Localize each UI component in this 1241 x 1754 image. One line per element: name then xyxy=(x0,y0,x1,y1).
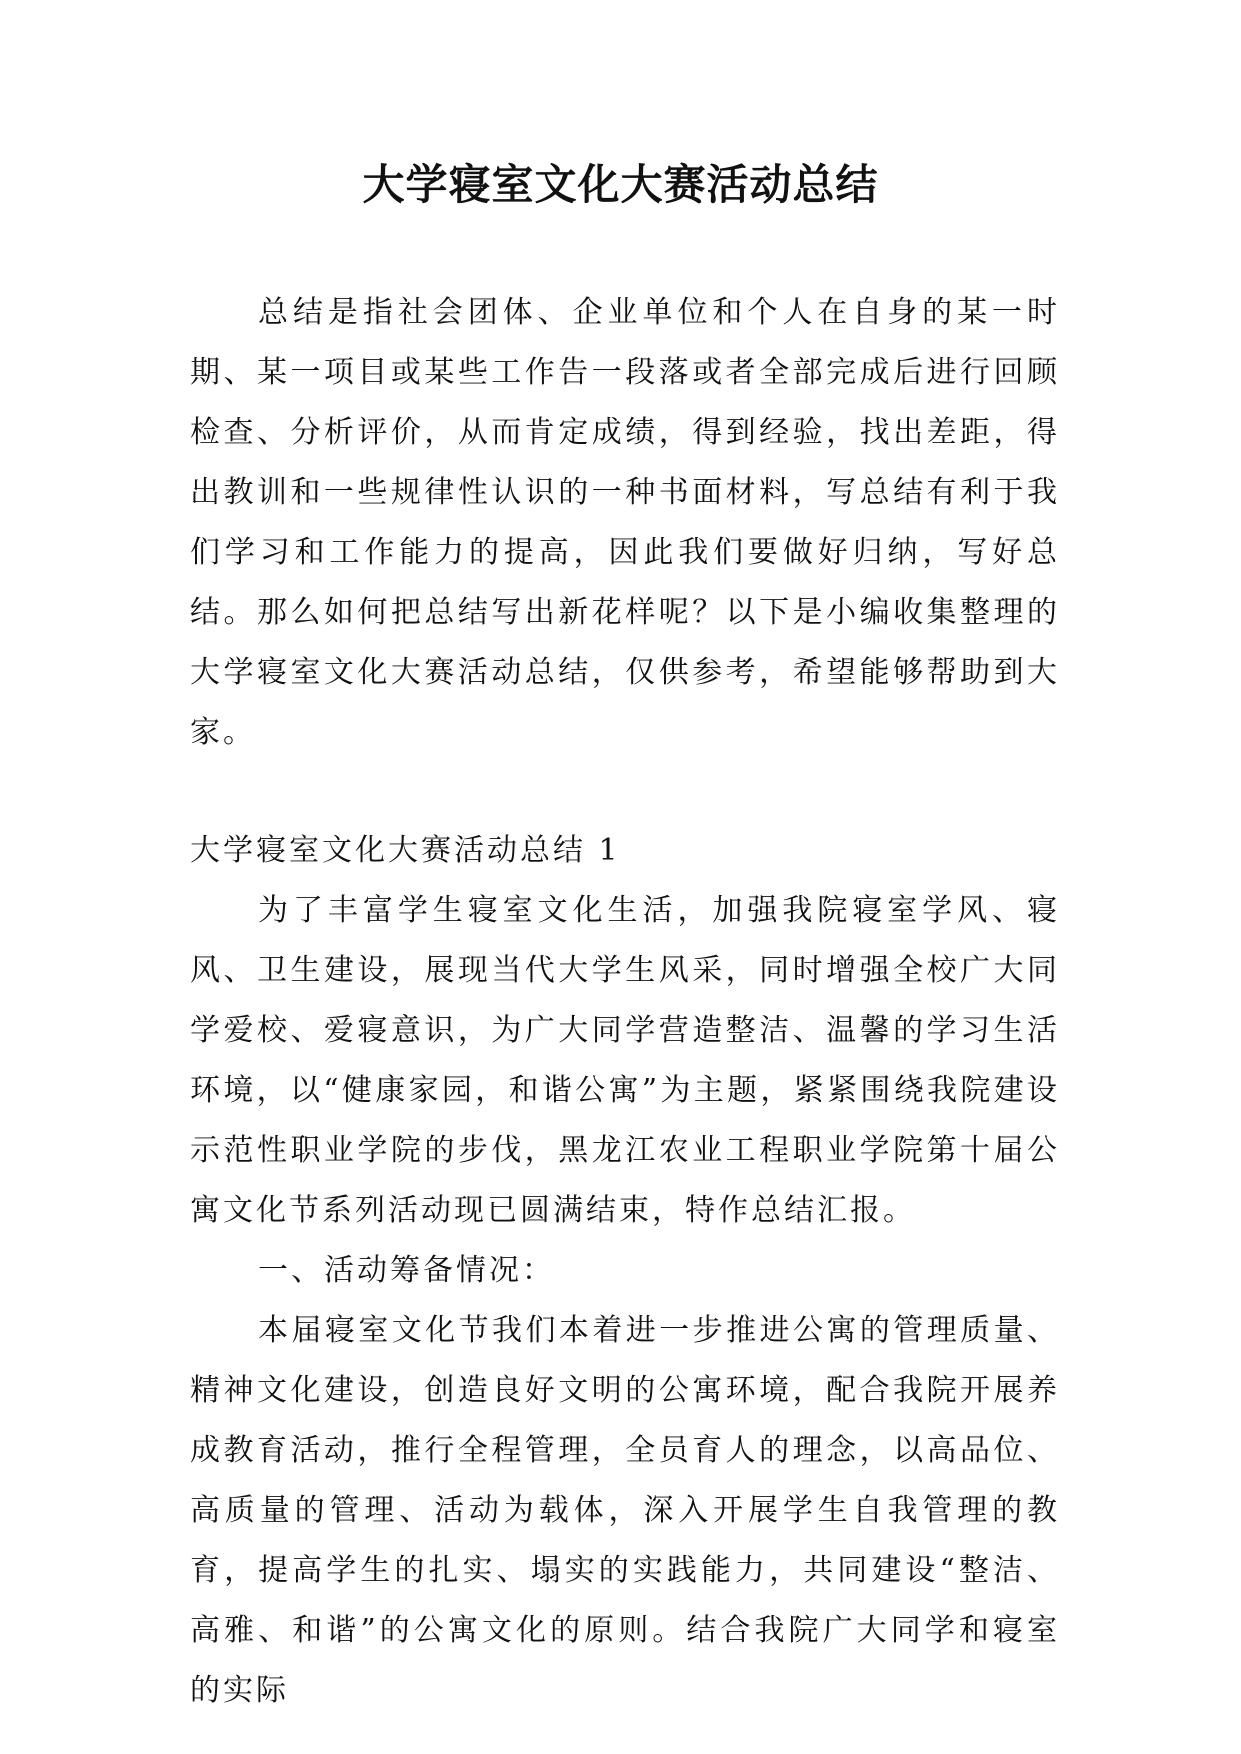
body-paragraph-2: 本届寝室文化节我们本着进一步推进公寓的管理质量、精神文化建设，创造良好文明的公寓环境，配合我院开展养成教育活动，推行全程管理，全员育人的理念，以高品位、高质量的管理、活动为载体，深入开展学生自我管理的教育，提高学生的扎实、塌实的实践能力，共同建设“整洁、高雅、和谐”的公寓文化的原则。结合我院广大同学和寝室的实际 xyxy=(190,1313,1060,1708)
document-body xyxy=(190,283,1060,1721)
section-heading: 大学寝室文化大赛活动总结 1 xyxy=(190,833,621,868)
body-paragraph-1: 为了丰富学生寝室文化生活，加强我院寝室学风、寝风、卫生建设，展现当代大学生风采，同时增强全校广大同学爱校、爱寝意识，为广大同学营造整洁、温馨的学习生活环境，以“健康家园，和谐公寓”为主题，紧紧围绕我院建设示范性职业学院的步伐，黑龙江农业工程职业学院第十届公寓文化节系列活动现已圆满结束，特作总结汇报。 xyxy=(190,893,1060,1228)
intro-paragraph: 总结是指社会团体、企业单位和个人在自身的某一时期、某一项目或某些工作告一段落或者全部完成后进行回顾检查、分析评价，从而肯定成绩，得到经验，找出差距，得出教训和一些规律性认识的一种书面材料，写总结有利于我们学习和工作能力的提高，因此我们要做好归纳，写好总结。那么如何把总结写出新花样呢？以下是小编收集整理的大学寝室文化大赛活动总结，仅供参考，希望能够帮助到大家。 xyxy=(190,295,1060,750)
subsection-heading: 一、活动筹备情况： xyxy=(258,1253,555,1288)
document-title: 大学寝室文化大赛活动总结 xyxy=(362,160,879,209)
